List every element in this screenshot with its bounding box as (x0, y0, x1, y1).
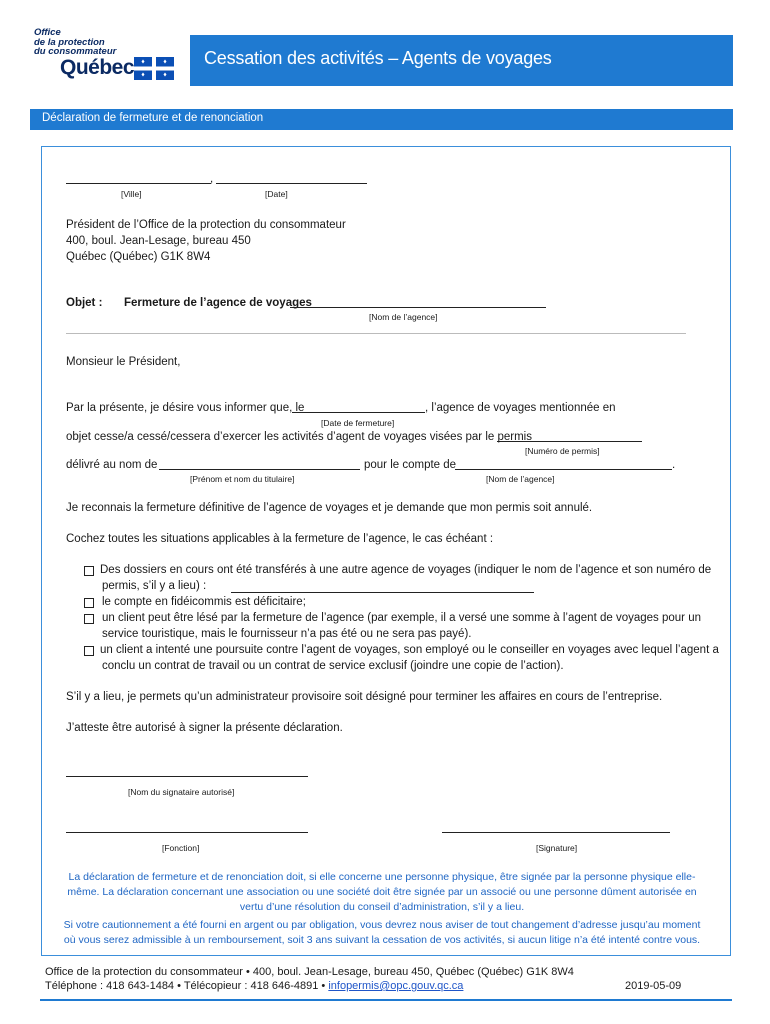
agence-transfert-field[interactable] (231, 592, 534, 593)
footer-email-link[interactable]: infopermis@opc.gouv.qc.ca (328, 980, 464, 992)
numero-permis-field[interactable] (497, 441, 642, 442)
footer-contact (45, 980, 463, 992)
signature-label: [Signature] (536, 843, 578, 853)
checkbox-client-lese[interactable] (84, 614, 94, 624)
fonction-label: [Fonction] (162, 843, 200, 853)
page-title: Cessation des activités – Agents de voyages (204, 48, 552, 68)
address-line-2: 400, boul. Jean-Lesage, bureau 450 (66, 235, 251, 247)
logo-line-1: Office (34, 27, 61, 38)
ville-label: [Ville] (121, 189, 142, 199)
checkbox-4-line-2: conclu un contrat de travail ou un contrat de service exclusif (joindre une copie de l’action). (102, 660, 564, 672)
date-fermeture-field[interactable] (292, 412, 425, 413)
p4-text: Je reconnais la fermeture définitive de l’agence de voyages et je demande que mon permis soit annulé. (66, 502, 593, 514)
checkbox-poursuite[interactable] (84, 646, 94, 656)
nom-signataire-field[interactable] (66, 776, 308, 777)
nom-agence-field[interactable] (290, 307, 546, 308)
p3-end: . (672, 459, 676, 471)
logo-line-2: de la protection (34, 36, 105, 48)
p7-text: J’atteste être autorisé à signer la présente déclaration. (66, 722, 343, 734)
p3-start: délivré au nom de (66, 459, 158, 471)
checkbox-3-line-1: un client peut être lésé par la fermeture de l’agence (par exemple, il a versé une somme à l’agent de voyages pour un (102, 612, 701, 624)
date-fermeture-label: [Date de fermeture] (321, 418, 395, 428)
checkbox-1-line-1: Des dossiers en cours ont été transférés à une autre agence de voyages (indiquer le nom de l’agence et son numéro de (100, 564, 712, 576)
agence-compte-field[interactable] (455, 469, 672, 470)
date-label: [Date] (265, 189, 288, 199)
p6-text: S’il y a lieu, je permets qu’un administrateur provisoire soit désigné pour terminer les affaires en cours de l’entreprise. (66, 691, 663, 703)
signature-field[interactable] (442, 832, 670, 833)
p3-mid: pour le compte de (364, 459, 457, 471)
ville-field[interactable] (66, 183, 211, 184)
checkbox-1-line-2: permis, s’il y a lieu) : (102, 580, 207, 592)
quebec-flag-icon (134, 57, 174, 80)
nom-signataire-label: [Nom du signataire autorisé] (128, 787, 235, 797)
checkbox-3-line-2: service touristique, mais le fournisseur n’a pas été ou ne sera pas payé). (102, 628, 472, 640)
checkbox-4-line-1: un client a intenté une poursuite contre l’agent de voyages, son employé ou le conseiller en voyages avec lequel l’agent a (100, 644, 719, 656)
titulaire-field[interactable] (159, 469, 360, 470)
footer-address: Office de la protection du consommateur • 400, boul. Jean-Lesage, bureau 450, Québec (Québec) G1K 8W4 (45, 966, 574, 978)
opc-logo (34, 28, 184, 82)
objet-text: Fermeture de l’agence de voyages (124, 297, 312, 309)
section-bar (30, 109, 733, 130)
address-line-1: Président de l’Office de la protection du consommateur (66, 219, 346, 231)
logo-quebec: Québec (60, 56, 135, 79)
nom-agence-label-2: [Nom de l’agence] (486, 474, 555, 484)
numero-permis-label: [Numéro de permis] (525, 446, 600, 456)
p1-end: , l’agence de voyages mentionnée en (425, 402, 616, 414)
prenom-nom-label: [Prénom et nom du titulaire] (190, 474, 295, 484)
fonction-field[interactable] (66, 832, 308, 833)
checkbox-2-line-1: le compte en fidéicommis est déficitaire; (102, 596, 306, 608)
title-bar (190, 35, 733, 86)
date-field[interactable] (216, 183, 367, 184)
objet-label: Objet : (66, 297, 103, 309)
form-box (41, 146, 731, 956)
separator (66, 333, 686, 334)
footer-date: 2019-05-09 (625, 980, 682, 992)
address-line-3: Québec (Québec) G1K 8W4 (66, 251, 211, 263)
footer-rule (40, 999, 732, 1001)
checkbox-dossiers-transferes[interactable] (84, 566, 94, 576)
p1-start: Par la présente, je désire vous informer que, le (66, 402, 305, 414)
p5-text: Cochez toutes les situations applicables à la fermeture de l’agence, le cas échéant : (66, 533, 494, 545)
p2-text: objet cesse/a cessé/cessera d’exercer les activités d’agent de voyages visées par le permis (66, 431, 532, 443)
note-signature: La déclaration de fermeture et de renonciation doit, si elle concerne une personne physique, être signée par la personne physique elle-même. La déclaration concernant une association ou une société doit être signée par un associé ou une personne dûment autorisée en vertu d’une résolution du conseil d’administration, s’il y a lieu. (67, 871, 697, 913)
nom-agence-label: [Nom de l’agence] (369, 312, 438, 322)
logo-org-name (34, 28, 116, 57)
section-title: Déclaration de fermeture et de renonciation (42, 112, 264, 124)
salutation: Monsieur le Président, (66, 356, 181, 368)
checkbox-fideicommis[interactable] (84, 598, 94, 608)
note-cautionnement: Si votre cautionnement a été fourni en argent ou par obligation, vous devrez nous aviser de tout changement d’adresse jusqu’au moment où vous serez admissible à un remboursement, soit 3 ans suivant la cessation de vos activités, si aucun litige n’a été intenté contre vous. (63, 919, 701, 946)
comma: , (210, 173, 214, 185)
footer-phone-fax: Téléphone : 418 643-1484 • Télécopieur : 418 646-4891 • (45, 980, 326, 992)
logo-line-3: du consommateur (34, 46, 117, 57)
